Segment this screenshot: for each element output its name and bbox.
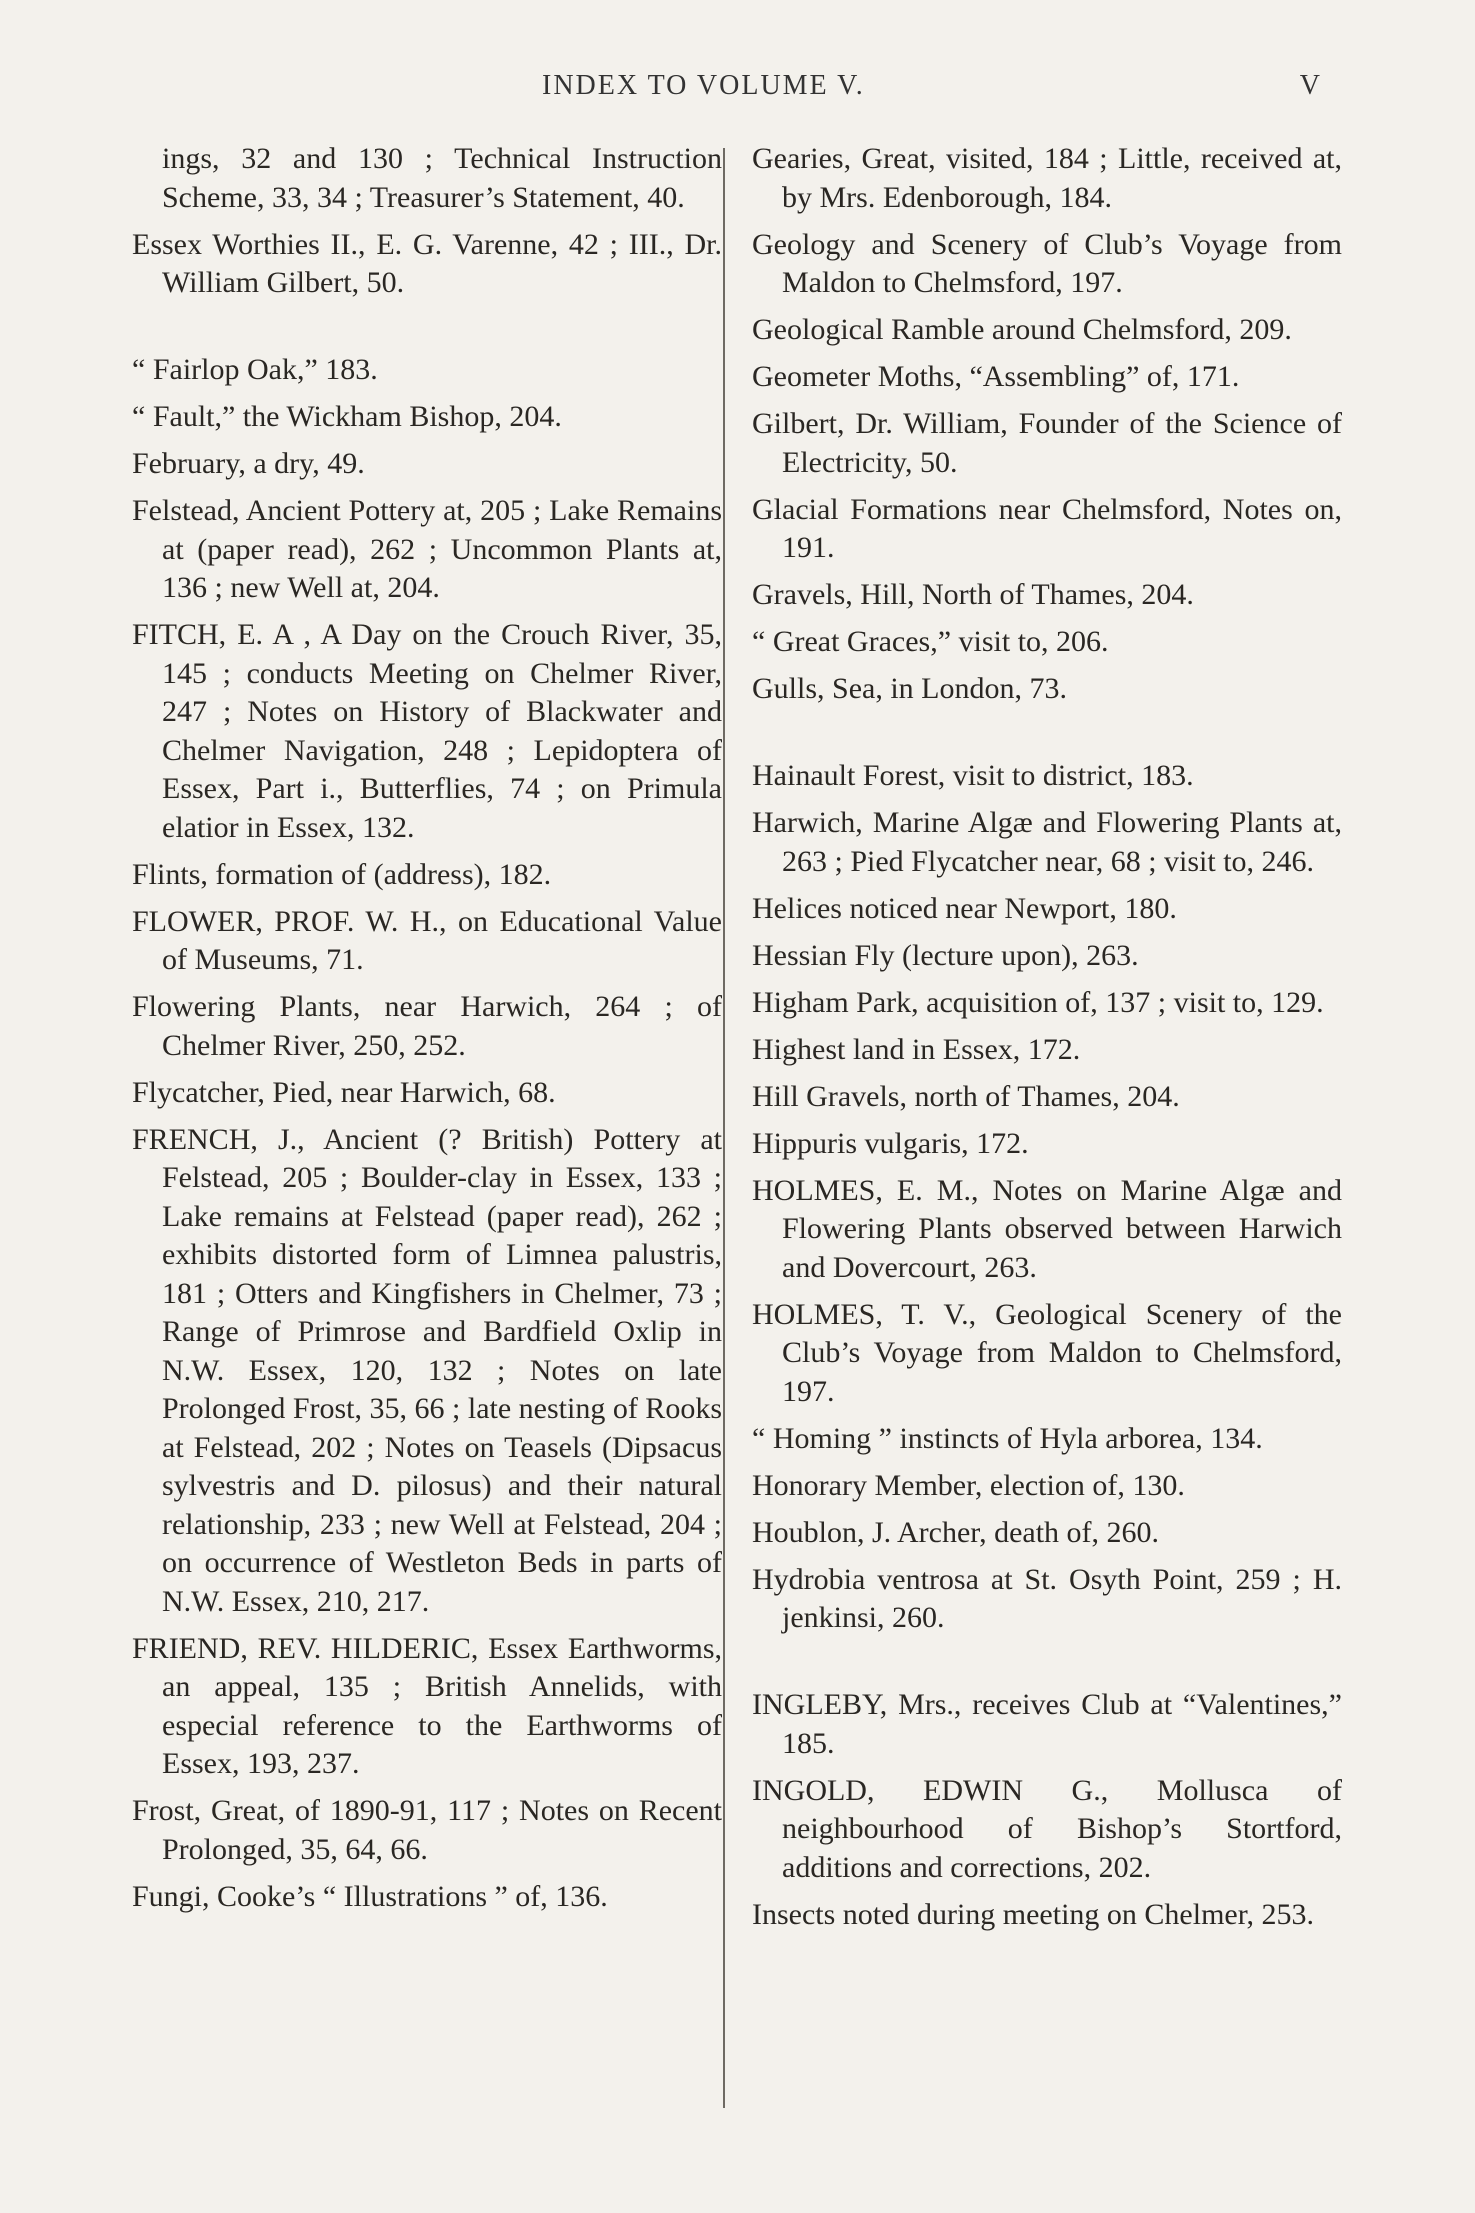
index-entry: Felstead, Ancient Pottery at, 205 ; Lake Remains at (paper read), 262 ; Uncommon Plants at, 136 ; new Well at, 204. bbox=[132, 494, 722, 604]
index-entry: “ Great Graces,” visit to, 206. bbox=[752, 625, 1109, 658]
index-entry: Houblon, J. Archer, death of, 260. bbox=[752, 1515, 1160, 1549]
index-entry: February, a dry, 49. bbox=[132, 447, 365, 480]
index-entry: FLOWER, PROF. W. H., on Educational Value of Museums, 71. bbox=[132, 904, 722, 976]
index-entry: Higham Park, acquisition of, 137 ; visit to, 129. bbox=[752, 985, 1324, 1019]
index-entry: Insects noted during meeting on Chelmer, 253. bbox=[752, 1897, 1315, 1931]
letter-gap bbox=[752, 717, 1342, 757]
index-entry: Glacial Formations near Chelmsford, Notes on, 191. bbox=[752, 492, 1342, 564]
index-entry: Geological Ramble around Chelmsford, 209. bbox=[752, 313, 1292, 346]
index-entry: “ Fault,” the Wickham Bishop, 204. bbox=[132, 400, 562, 433]
index-entry: ings, 32 and 130 ; Technical Instruction Scheme, 33, 34 ; Treasurer’s Statement, 40. bbox=[162, 142, 722, 214]
index-entry: Essex Worthies II., E. G. Varenne, 42 ; III., Dr. William Gilbert, 50. bbox=[132, 227, 722, 299]
index-entry: Fungi, Cooke’s “ Illustrations ” of, 136. bbox=[132, 1879, 608, 1913]
index-entry: HOLMES, E. M., Notes on Marine Algæ and Flowering Plants observed between Harwich and Dovercourt, 263. bbox=[752, 1173, 1342, 1284]
index-entry: Honorary Member, election of, 130. bbox=[752, 1468, 1185, 1502]
index-entry: Hippuris vulgaris, 172. bbox=[752, 1126, 1029, 1160]
index-entry: HOLMES, T. V., Geological Scenery of the Club’s Voyage from Maldon to Chelmsford, 197. bbox=[752, 1297, 1342, 1408]
running-title: INDEX TO VOLUME V. bbox=[542, 70, 865, 101]
index-entry: Harwich, Marine Algæ and Flowering Plants at, 263 ; Pied Flycatcher near, 68 ; visit to, 246. bbox=[752, 806, 1342, 878]
index-entry: Hainault Forest, visit to district, 183. bbox=[752, 759, 1194, 792]
index-entry: Hydrobia ventrosa at St. Osyth Point, 259 ; H. jenkinsi, 260. bbox=[752, 1562, 1342, 1634]
index-entry: Gulls, Sea, in London, 73. bbox=[752, 672, 1067, 705]
index-entry: Helices noticed near Newport, 180. bbox=[752, 891, 1177, 925]
index-column-right bbox=[752, 140, 1342, 1943]
letter-gap bbox=[752, 1646, 1342, 1686]
index-entry: Frost, Great, of 1890-91, 117 ; Notes on Recent Prolonged, 35, 64, 66. bbox=[132, 1794, 722, 1866]
page-number: V bbox=[1299, 70, 1320, 101]
index-entry: Geometer Moths, “Assembling” of, 171. bbox=[752, 360, 1240, 393]
index-entry: Highest land in Essex, 172. bbox=[752, 1032, 1081, 1066]
index-column-left bbox=[132, 140, 722, 1925]
index-entry: Flycatcher, Pied, near Harwich, 68. bbox=[132, 1075, 556, 1109]
index-entry: “ Homing ” instincts of Hyla arborea, 134. bbox=[752, 1421, 1263, 1455]
letter-gap bbox=[132, 311, 722, 351]
index-entry: FRENCH, J., Ancient (? British) Pottery at Felstead, 205 ; Boulder-clay in Essex, 133 ; Lake remains at Felstead (paper read), 262 ; exhibits distorted form of Limnea palustris, 181 ; Otters and Kingfishers in Chelmer, 73 ; Range of Primrose and Bardfield Oxlip in N.W. Essex, 120, 132 ; Notes on late Prolonged Frost, 35, 66 ; late nesting of Rooks at Felstead, 202 ; Notes on Teasels (Dipsacus sylvestris and D. pilosus) and their natural relationship, 233 ; new Well at Felstead, 204 ; on occurrence of Westleton Beds in parts of N.W. Essex, 210, 217. bbox=[132, 1122, 722, 1618]
page-header bbox=[0, 70, 1475, 120]
index-entry: FRIEND, REV. HILDERIC, Essex Earthworms, an appeal, 135 ; British Annelids, with especial reference to the Earthworms of Essex, 193, 237. bbox=[132, 1631, 722, 1780]
index-entry: Gearies, Great, visited, 184 ; Little, received at, by Mrs. Edenborough, 184. bbox=[752, 142, 1342, 214]
index-entry: Hill Gravels, north of Thames, 204. bbox=[752, 1079, 1180, 1113]
index-entry: FITCH, E. A , A Day on the Crouch River, 35, 145 ; conducts Meeting on Chelmer River, 247 ; Notes on History of Blackwater and Chelmer Navigation, 248 ; Lepidoptera of Essex, Part i., Butterflies, 74 ; on Primula elatior in Essex, 132. bbox=[132, 618, 722, 844]
index-entry: INGLEBY, Mrs., receives Club at “Valentines,” 185. bbox=[752, 1688, 1342, 1760]
index-entry: “ Fairlop Oak,” 183. bbox=[132, 353, 378, 386]
index-entry: Flints, formation of (address), 182. bbox=[132, 857, 552, 891]
index-entry: Flowering Plants, near Harwich, 264 ; of Chelmer River, 250, 252. bbox=[132, 990, 722, 1062]
index-entry: Gilbert, Dr. William, Founder of the Science of Electricity, 50. bbox=[752, 407, 1342, 479]
index-entry: Geology and Scenery of Club’s Voyage from Maldon to Chelmsford, 197. bbox=[752, 227, 1342, 299]
index-entry: Hessian Fly (lecture upon), 263. bbox=[752, 938, 1139, 972]
index-entry: Gravels, Hill, North of Thames, 204. bbox=[752, 578, 1194, 611]
index-entry: INGOLD, EDWIN G., Mollusca of neighbourhood of Bishop’s Stortford, additions and corrections, 202. bbox=[752, 1773, 1342, 1884]
column-rule bbox=[723, 148, 725, 2108]
